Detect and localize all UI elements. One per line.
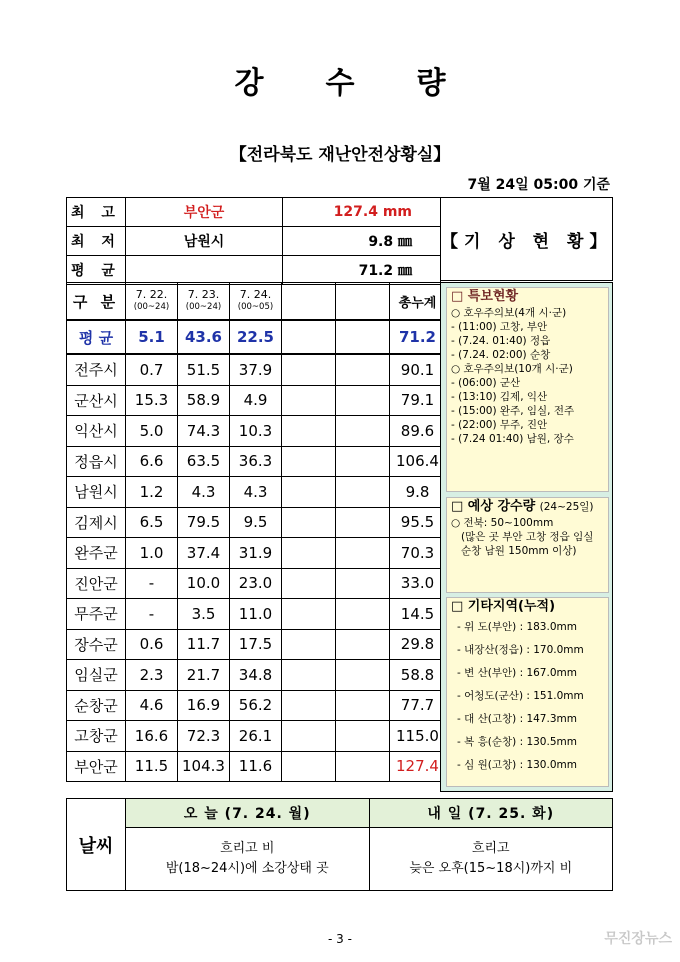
region-name: 전주시 [67,354,126,385]
day2-value: 79.5 [178,507,230,538]
day3-value: 37.9 [230,354,282,385]
header-day2: 7. 23. (00~24) [178,283,230,321]
empty-cell [336,446,390,477]
empty-cell [282,477,336,508]
average-row [67,320,446,354]
empty-cell [336,751,390,782]
rainfall-row [67,477,446,508]
day2-value: 104.3 [178,751,230,782]
special-report-line: ○ 호우주의보(10개 시·군) [451,363,573,375]
region-name: 익산시 [67,416,126,447]
day2-value: 63.5 [178,446,230,477]
day1-value: 5.0 [126,416,178,447]
empty-cell [336,538,390,569]
other-area-line: - 복 흥(순창) : 130.5mm [457,736,577,748]
special-report-line: - (15:00) 완주, 임실, 전주 [451,405,575,417]
forecast-box [446,497,609,593]
summary-max-value: 127.4 mm [283,198,441,227]
empty-cell [282,416,336,447]
average-day3: 22.5 [230,320,282,354]
empty-cell [282,568,336,599]
day3-value: 11.6 [230,751,282,782]
total-value: 14.5 [390,599,446,630]
day3-value: 23.0 [230,568,282,599]
empty-cell [336,568,390,599]
summary-table [66,197,441,285]
summary-max-label: 최 고 [67,198,126,227]
other-area-line: - 내장산(정읍) : 170.0mm [457,644,584,656]
special-report-line: - (7.24. 02:00) 순창 [451,349,551,361]
region-name: 임실군 [67,660,126,691]
day3-value: 26.1 [230,721,282,752]
day1-value: 11.5 [126,751,178,782]
day2-value: 10.0 [178,568,230,599]
day3-value: 10.3 [230,416,282,447]
forecast-title: □ 예상 강수량 (24~25일) [451,499,594,514]
rainfall-row [67,446,446,477]
other-areas-box [446,597,609,787]
region-name: 무주군 [67,599,126,630]
weather-table [66,798,613,891]
forecast-line: (많은 곳 부안 고창 정읍 임실 [461,531,594,543]
region-name: 부안군 [67,751,126,782]
day2-value: 74.3 [178,416,230,447]
day2-value: 3.5 [178,599,230,630]
weather-status-title: 【기 상 현 황】 [440,197,613,281]
region-name: 순창군 [67,690,126,721]
rainfall-row [67,690,446,721]
forecast-line: ○ 전북: 50~100mm [451,517,554,529]
empty-cell [282,660,336,691]
average-total: 71.2 [390,320,446,354]
day2-value: 11.7 [178,629,230,660]
region-name: 정읍시 [67,446,126,477]
region-name: 김제시 [67,507,126,538]
total-value: 70.3 [390,538,446,569]
total-value: 9.8 [390,477,446,508]
rainfall-row [67,416,446,447]
weather-body-row [67,828,613,891]
weather-tomorrow-text: 흐리고 늦은 오후(15~18시)까지 비 [369,828,613,891]
header-day1: 7. 22. (00~24) [126,283,178,321]
total-value: 90.1 [390,354,446,385]
empty-cell [282,629,336,660]
summary-min-region: 남원시 [126,227,283,256]
empty-cell [282,507,336,538]
other-areas-title: □ 기타지역(누적) [451,599,556,614]
day1-value: 6.5 [126,507,178,538]
other-area-line: - 심 원(고창) : 130.0mm [457,759,577,771]
rainfall-header-row [67,283,446,321]
empty-cell [336,629,390,660]
total-value: 106.4 [390,446,446,477]
special-report-line: - (11:00) 고창, 부안 [451,321,548,333]
summary-min-value: 9.8 ㎜ [283,227,441,256]
rainfall-row [67,568,446,599]
region-name: 남원시 [67,477,126,508]
average-empty-2 [336,320,390,354]
rainfall-table [66,282,446,782]
total-value: 58.8 [390,660,446,691]
day3-value: 4.3 [230,477,282,508]
empty-cell [282,538,336,569]
total-value: 79.1 [390,385,446,416]
rainfall-row [67,599,446,630]
day2-value: 21.7 [178,660,230,691]
rainfall-row [67,507,446,538]
forecast-line: 순창 남원 150mm 이상) [461,545,577,557]
day3-value: 36.3 [230,446,282,477]
day3-value: 17.5 [230,629,282,660]
average-empty-1 [282,320,336,354]
empty-cell [282,354,336,385]
empty-cell [336,507,390,538]
day2-value: 4.3 [178,477,230,508]
empty-cell [336,599,390,630]
day2-value: 51.5 [178,354,230,385]
day2-value: 72.3 [178,721,230,752]
day1-value: 0.7 [126,354,178,385]
empty-cell [282,446,336,477]
day3-value: 56.2 [230,690,282,721]
empty-cell [282,721,336,752]
rainfall-row [67,385,446,416]
special-report-line: - (7.24 01:40) 남원, 장수 [451,433,574,445]
region-name: 장수군 [67,629,126,660]
day1-value: - [126,568,178,599]
day1-value: 2.3 [126,660,178,691]
day1-value: 6.6 [126,446,178,477]
region-name: 군산시 [67,385,126,416]
page-number: - 3 - [328,932,352,946]
total-value: 77.7 [390,690,446,721]
day1-value: 1.2 [126,477,178,508]
total-value: 89.6 [390,416,446,447]
other-area-line: - 변 산(부안) : 167.0mm [457,667,577,679]
day1-value: - [126,599,178,630]
average-day2: 43.6 [178,320,230,354]
day3-value: 11.0 [230,599,282,630]
header-day3: 7. 24. (00~05) [230,283,282,321]
day1-value: 0.6 [126,629,178,660]
day3-value: 31.9 [230,538,282,569]
summary-max-region: 부안군 [126,198,283,227]
header-empty-2 [336,283,390,321]
empty-cell [336,660,390,691]
special-report-line: - (22:00) 무주, 진안 [451,419,548,431]
day2-value: 37.4 [178,538,230,569]
rainfall-row [67,538,446,569]
empty-cell [282,599,336,630]
day1-value: 15.3 [126,385,178,416]
weather-header-row [67,799,613,828]
special-report-line: - (7.24. 01:40) 정읍 [451,335,551,347]
average-day1: 5.1 [126,320,178,354]
empty-cell [336,721,390,752]
region-name: 완주군 [67,538,126,569]
weather-status-panel [440,282,613,792]
total-value: 29.8 [390,629,446,660]
day3-value: 4.9 [230,385,282,416]
total-value: 33.0 [390,568,446,599]
special-report-line: - (06:00) 군산 [451,377,521,389]
other-area-line: - 대 산(고창) : 147.3mm [457,713,577,725]
summary-min-row [67,227,441,256]
day2-value: 58.9 [178,385,230,416]
page-subtitle: 【전라북도 재난안전상황실】 [229,145,451,165]
day1-value: 4.6 [126,690,178,721]
other-area-line: - 위 도(부안) : 183.0mm [457,621,577,633]
rainfall-row [67,751,446,782]
basis-time: 7월 24일 05:00 기준 [467,177,610,193]
day1-value: 16.6 [126,721,178,752]
other-area-line: - 어청도(군산) : 151.0mm [457,690,584,702]
summary-max-row [67,198,441,227]
rainfall-row [67,660,446,691]
empty-cell [336,690,390,721]
empty-cell [282,385,336,416]
summary-min-label: 최 저 [67,227,126,256]
region-name: 고창군 [67,721,126,752]
special-report-line: - (13:10) 김제, 익산 [451,391,548,403]
rainfall-row [67,721,446,752]
region-name: 진안군 [67,568,126,599]
average-label: 평 균 [67,320,126,354]
empty-cell [282,690,336,721]
header-empty-1 [282,283,336,321]
day1-value: 1.0 [126,538,178,569]
empty-cell [336,354,390,385]
empty-cell [282,751,336,782]
empty-cell [336,416,390,447]
summary-avg-value: 71.2 ㎜ [283,256,441,285]
summary-avg-label: 평 균 [67,256,126,285]
weather-tomorrow-header: 내 일 (7. 25. 화) [369,799,613,828]
total-value: 115.0 [390,721,446,752]
empty-cell [336,477,390,508]
summary-avg-region [126,256,283,285]
page-title: 강수량 [234,66,508,101]
day2-value: 16.9 [178,690,230,721]
weather-today-text: 흐리고 비 밤(18~24시)에 소강상태 곳 [126,828,370,891]
header-region: 구 분 [67,283,126,321]
summary-avg-row [67,256,441,285]
day3-value: 9.5 [230,507,282,538]
total-value: 95.5 [390,507,446,538]
header-total: 총누계 [390,283,446,321]
empty-cell [336,385,390,416]
rainfall-row [67,629,446,660]
weather-label: 날씨 [67,799,126,891]
special-report-title: □ 특보현황 [451,289,519,304]
total-value: 127.4 [390,751,446,782]
day3-value: 34.8 [230,660,282,691]
rainfall-row [67,354,446,385]
special-report-box [446,287,609,492]
special-report-line: ○ 호우주의보(4개 시·군) [451,307,567,319]
watermark-logo: 무진장뉴스 [604,931,672,947]
weather-today-header: 오 늘 (7. 24. 월) [126,799,370,828]
